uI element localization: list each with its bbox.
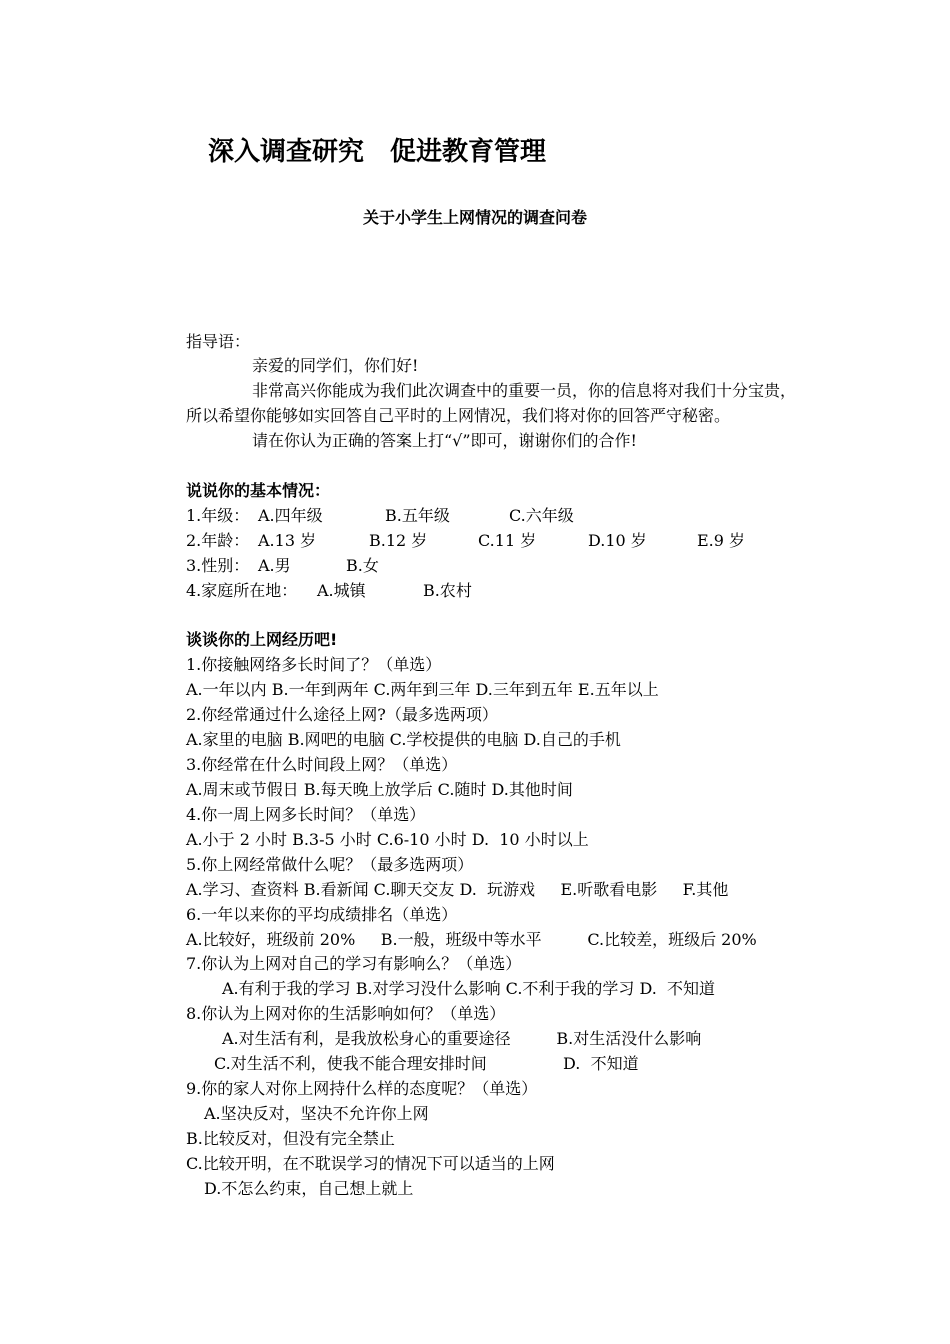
question-3: 3.你经常在什么时间段上网？（单选） (186, 755, 458, 774)
basic-q4-option[interactable]: A.城镇 (317, 581, 366, 600)
basic-q1-option[interactable]: A.四年级 (258, 506, 323, 525)
question-6-options[interactable]: A.比较好，班级前 20% B.一般，班级中等水平 C.比较差，班级后 20% (186, 930, 757, 949)
question-9-option[interactable]: A.坚决反对，坚决不允许你上网 (204, 1104, 429, 1123)
question-9-option[interactable]: C.比较开明，在不耽误学习的情况下可以适当的上网 (186, 1154, 555, 1173)
question-4-options[interactable]: A.小于 2 小时 B.3-5 小时 C.6-10 小时 D. 10 小时以上 (186, 830, 589, 849)
basic-q2-label: 2.年龄： (186, 531, 250, 550)
basic-q2-option[interactable]: E.9 岁 (697, 531, 746, 550)
question-5-options[interactable]: A.学习、查资料 B.看新闻 C.聊天交友 D. 玩游戏 E.听歌看电影 F.其他 (186, 880, 729, 899)
question-9-option[interactable]: B.比较反对，但没有完全禁止 (186, 1129, 395, 1148)
basic-q1-label: 1.年级： (186, 506, 250, 525)
basic-q3-label: 3.性别： (186, 556, 250, 575)
question-9: 9.你的家人对你上网持什么样的态度呢？（单选） (186, 1079, 538, 1098)
basic-q1-option[interactable]: C.六年级 (509, 506, 574, 525)
page-title: 深入调查研究 促进教育管理 (208, 137, 547, 167)
basic-q4-label: 4.家庭所在地： (186, 581, 298, 600)
basic-q1-option[interactable]: B.五年级 (385, 506, 450, 525)
intro-paragraph-line-1: 非常高兴你能成为我们此次调查中的重要一员，你的信息将对我们十分宝贵， (252, 381, 797, 400)
intro-paragraph-line-2: 所以希望你能够如实回答自己平时的上网情况，我们将对你的回答严守秘密。 (186, 406, 731, 425)
basic-q2-option[interactable]: D.10 岁 (588, 531, 647, 550)
basic-q3-option[interactable]: A.男 (258, 556, 291, 575)
question-2-options[interactable]: A.家里的电脑 B.网吧的电脑 C.学校提供的电脑 D.自己的手机 (186, 730, 621, 749)
question-7-options[interactable]: A.有利于我的学习 B.对学习没什么影响 C.不利于我的学习 D. 不知道 (222, 979, 716, 998)
basic-q3-option[interactable]: B.女 (346, 556, 379, 575)
basic-q4-option[interactable]: B.农村 (423, 581, 472, 600)
question-3-options[interactable]: A.周末或节假日 B.每天晚上放学后 C.随时 D.其他时间 (186, 780, 573, 799)
question-7: 7.你认为上网对自己的学习有影响么？（单选） (186, 954, 522, 973)
basic-q2-option[interactable]: A.13 岁 (258, 531, 317, 550)
basic-q2-option[interactable]: C.11 岁 (478, 531, 537, 550)
basic-info-heading: 说说你的基本情况： (186, 481, 331, 500)
question-1: 1.你接触网络多长时间了？（单选） (186, 655, 442, 674)
question-8-options[interactable]: C.对生活不利，使我不能合理安排时间 D. 不知道 (214, 1054, 639, 1073)
intro-instruction: 请在你认为正确的答案上打“√”即可，谢谢你们的合作! (252, 431, 637, 450)
question-1-options[interactable]: A.一年以内 B.一年到两年 C.两年到三年 D.三年到五年 E.五年以上 (186, 680, 659, 699)
survey-title: 关于小学生上网情况的调查问卷 (363, 208, 588, 227)
basic-q2-option[interactable]: B.12 岁 (369, 531, 428, 550)
question-2: 2.你经常通过什么途径上网?（最多选两项） (186, 705, 498, 724)
question-6: 6.一年以来你的平均成绩排名（单选） (186, 905, 458, 924)
intro-heading: 指导语： (186, 332, 251, 351)
experience-heading: 谈谈你的上网经历吧! (186, 630, 338, 649)
question-8: 8.你认为上网对你的生活影响如何？（单选） (186, 1004, 506, 1023)
intro-greeting: 亲爱的同学们，你们好! (252, 356, 419, 375)
question-8-options[interactable]: A.对生活有利，是我放松身心的重要途径 B.对生活没什么影响 (222, 1029, 702, 1048)
question-5: 5.你上网经常做什么呢？（最多选两项） (186, 855, 474, 874)
question-9-option[interactable]: D.不怎么约束，自己想上就上 (204, 1179, 414, 1198)
question-4: 4.你一周上网多长时间？（单选） (186, 805, 426, 824)
